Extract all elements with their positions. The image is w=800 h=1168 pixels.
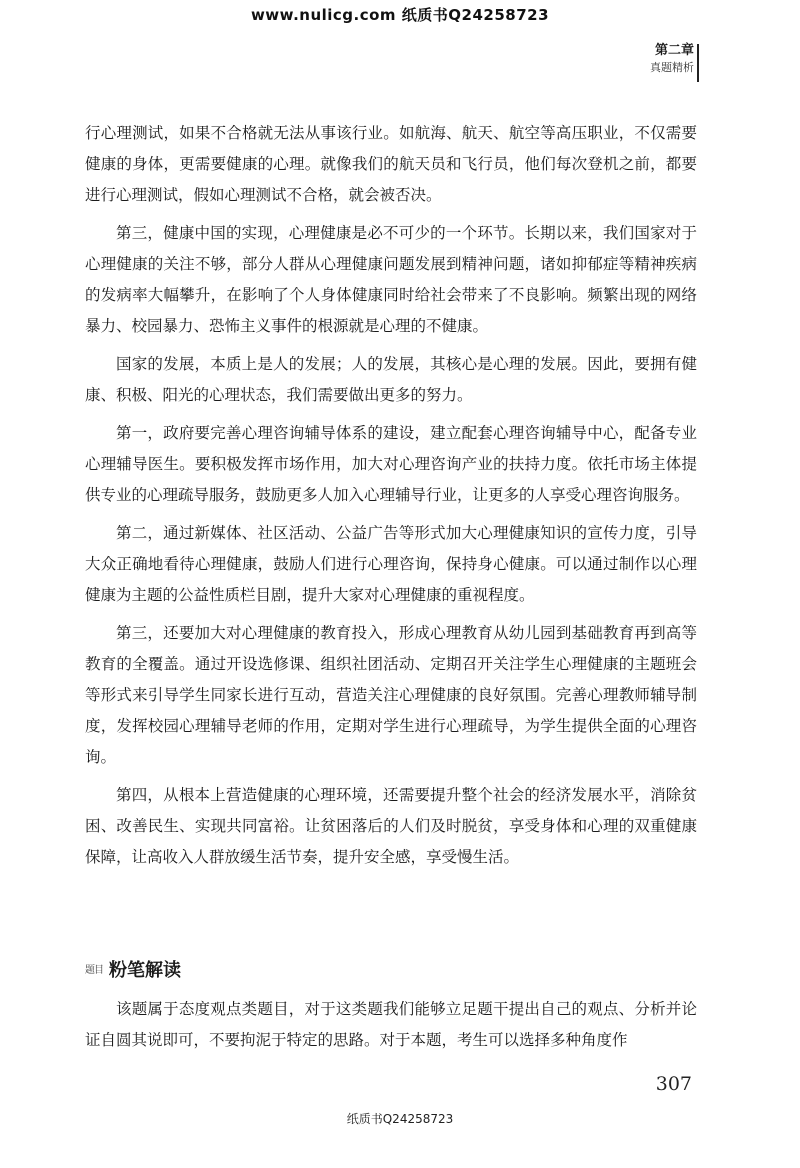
paragraph-3: 国家的发展，本质上是人的发展；人的发展，其核心是心理的发展。因此，要拥有健康、积极、阳光的心理状态，我们需要做出更多的努力。 [85,355,697,404]
section-tag-icon: 题目 [85,965,103,976]
paragraph-6: 第三，还要加大对心理健康的教育投入，形成心理教育从幼儿园到基础教育再到高等教育的全覆盖。通过开设选修课、组织社团活动、定期召开关注学生心理健康的主题班会等形式来引导学生同家长进行互动，营造关注心理健康的良好氛围。完善心理教师辅导制度，发挥校园心理辅导老师的作用，定期对学生进行心理疏导，为学生提供全面的心理咨询。 [85,624,697,766]
chapter-header [650,42,694,76]
section-heading [85,957,697,985]
section-paragraph: 该题属于态度观点类题目，对于这类题我们能够立足题干提出自己的观点、分析并论证自圆其说即可，不要拘泥于特定的思路。对于本题，考生可以选择多种角度作 [85,1000,697,1049]
chapter-subtitle: 真题精析 [650,61,694,74]
main-body-text [85,118,697,880]
paragraph-2: 第三，健康中国的实现，心理健康是必不可少的一个环节。长期以来，我们国家对于心理健康的关注不够，部分人群从心理健康问题发展到精神问题，诸如抑郁症等精神疾病的发病率大幅攀升，在影响了个人身体健康同时给社会带来了不良影响。频繁出现的网络暴力、校园暴力、恐怖主义事件的根源就是心理的不健康。 [85,224,697,335]
paragraph-5: 第二，通过新媒体、社区活动、公益广告等形式加大心理健康知识的宣传力度，引导大众正确地看待心理健康，鼓励人们进行心理咨询，保持身心健康。可以通过制作以心理健康为主题的公益性质栏目剧，提升大家对心理健康的重视程度。 [85,524,697,604]
paragraph-4: 第一，政府要完善心理咨询辅导体系的建设，建立配套心理咨询辅导中心，配备专业心理辅导医生。要积极发挥市场作用，加大对心理咨询产业的扶持力度。依托市场主体提供专业的心理疏导服务，鼓励更多人加入心理辅导行业，让更多的人享受心理咨询服务。 [85,424,697,504]
chapter-title: 第二章 [654,43,694,58]
section-body-text [85,994,697,1056]
chapter-divider [697,44,699,82]
paragraph-1: 行心理测试，如果不合格就无法从事该行业。如航海、航天、航空等高压职业，不仅需要健康的身体，更需要健康的心理。就像我们的航天员和飞行员，他们每次登机之前，都要进行心理测试，假如心理测试不合格，就会被否决。 [85,124,697,204]
section-title: 粉笔解读 [109,960,181,981]
page-number: 307 [655,1073,692,1095]
top-watermark-banner: www.nulicg.com 纸质书Q24258723 [250,6,550,24]
bottom-watermark: 纸质书Q24258723 [346,1112,454,1126]
paragraph-7: 第四，从根本上营造健康的心理环境，还需要提升整个社会的经济发展水平，消除贫困、改善民生、实现共同富裕。让贫困落后的人们及时脱贫，享受身体和心理的双重健康保障，让高收入人群放缓生活节奏，提升安全感，享受慢生活。 [85,786,697,866]
